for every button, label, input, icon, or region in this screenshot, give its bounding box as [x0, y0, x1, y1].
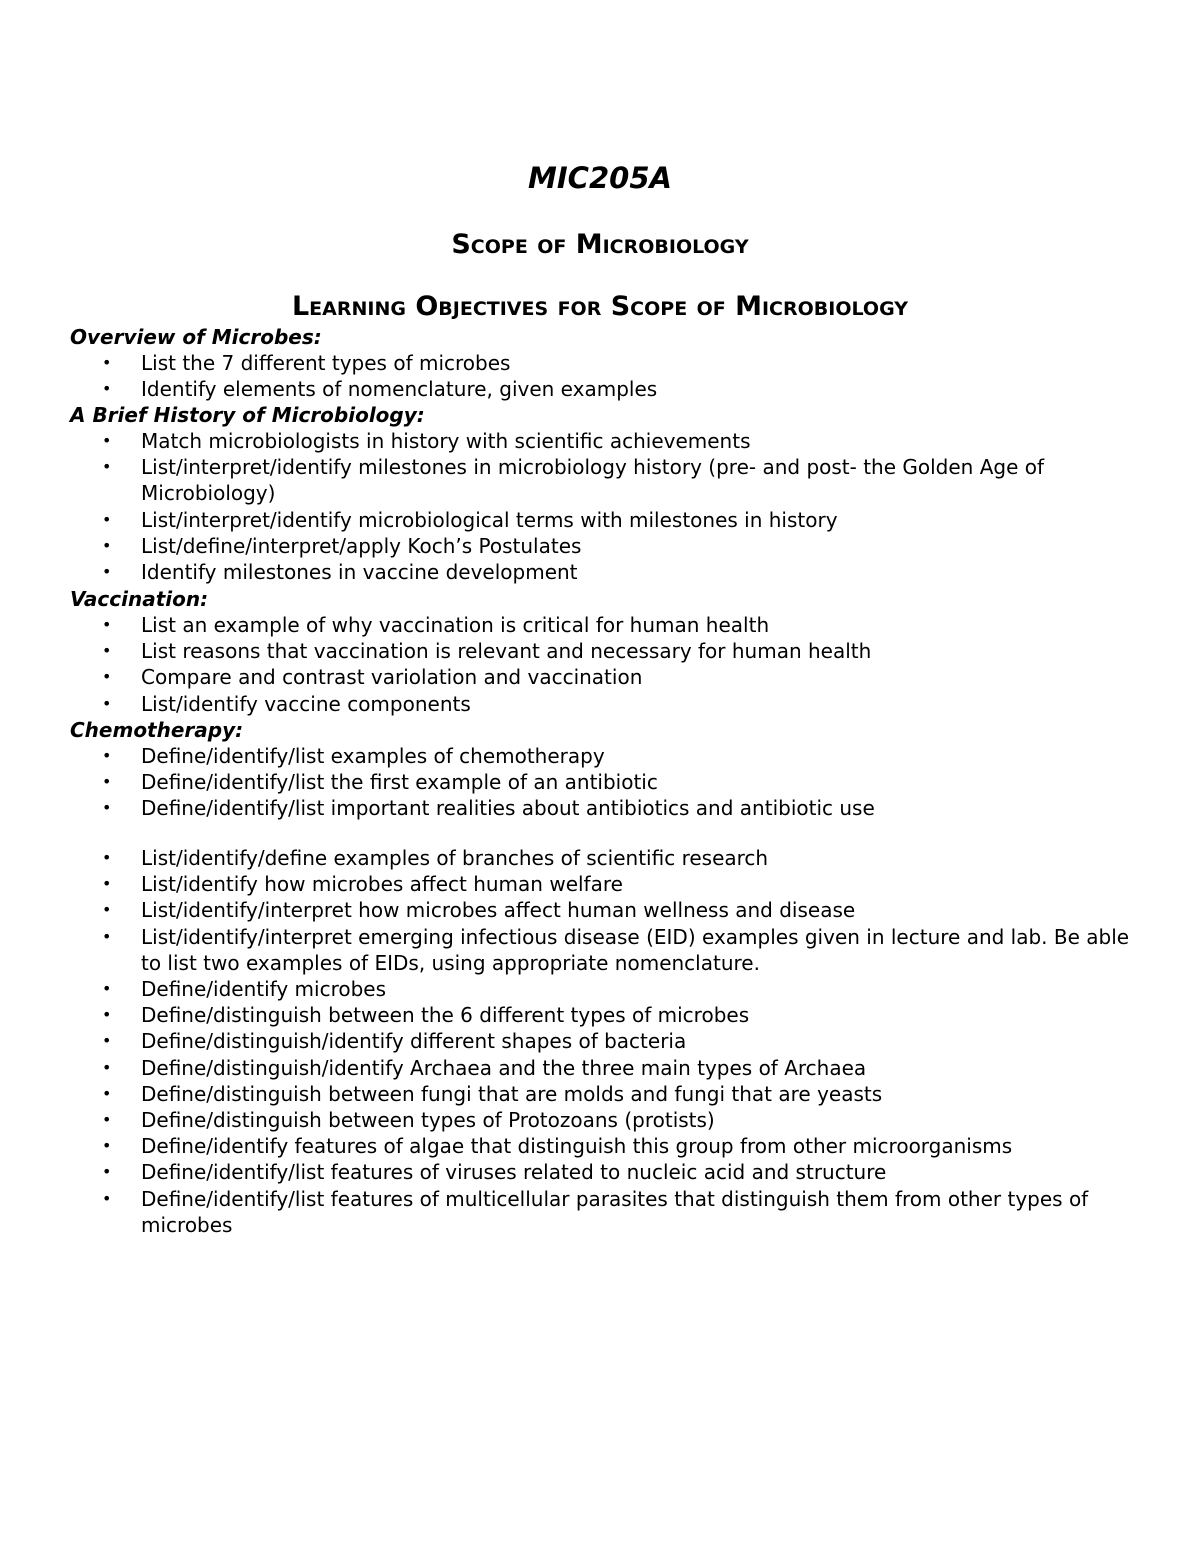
objective-text: List/identify how microbes affect human welfare: [141, 872, 623, 897]
bullet-icon: •: [102, 1136, 112, 1156]
bullet-icon: •: [102, 1005, 112, 1025]
objective-item: [70, 769, 1150, 795]
bullet-icon: •: [102, 926, 112, 946]
bullet-icon: •: [102, 641, 112, 661]
objective-text: Define/identify/list features of viruses related to nucleic acid and structure: [141, 1160, 887, 1185]
objective-text: Define/identify/list features of multicellular parasites that distinguish them from other types of microbes: [141, 1186, 1089, 1237]
objective-item: [70, 691, 1150, 717]
objective-text: List/interpret/identify milestones in microbiology history (pre- and post- the Golden Age of Microbiology): [141, 455, 1045, 506]
learning-objectives-title: Learning Objectives for Scope of Microbiology: [291, 291, 909, 322]
objective-text: List/identify vaccine components: [141, 691, 471, 716]
objective-item: [70, 507, 1150, 533]
objective-text: List reasons that vaccination is relevant and necessary for human health: [141, 639, 872, 664]
bullet-icon: •: [102, 874, 112, 894]
section-heading: A Brief History of Microbiology:: [70, 403, 425, 427]
bullet-icon: •: [102, 431, 112, 450]
section-history-of-microbiology: [70, 402, 1150, 585]
objective-item: [70, 1081, 1150, 1107]
objective-item: [70, 559, 1150, 585]
objective-text: List/define/interpret/apply Koch’s Postulates: [141, 533, 582, 558]
objective-item: [70, 1133, 1150, 1159]
objective-list: [70, 612, 1150, 717]
objective-text: Define/identify/list the first example of an antibiotic: [141, 770, 658, 795]
section-heading: Vaccination:: [70, 587, 209, 611]
bullet-icon: •: [102, 1083, 112, 1103]
bullet-icon: •: [102, 667, 112, 687]
bullet-icon: •: [102, 1110, 112, 1130]
objective-text: Identify elements of nomenclature, given examples: [141, 377, 658, 402]
objective-text: Define/distinguish between types of Protozoans (protists): [141, 1108, 715, 1133]
objective-item: [70, 1055, 1150, 1081]
objective-text: Define/distinguish/identify different shapes of bacteria: [141, 1029, 687, 1054]
objective-item: [70, 1028, 1150, 1054]
objective-text: Define/identify microbes: [141, 977, 387, 1002]
objective-text: List the 7 different types of microbes: [141, 351, 511, 375]
objective-text: Match microbiologists in history with scientific achievements: [141, 429, 751, 453]
section-heading: Overview of Microbes:: [70, 325, 322, 349]
bullet-icon: •: [102, 798, 112, 818]
objective-text: Define/distinguish/identify Archaea and the three main types of Archaea: [141, 1055, 867, 1080]
objective-text: List/interpret/identify microbiological terms with milestones in history: [141, 507, 838, 532]
bullet-icon: •: [102, 746, 112, 765]
section-heading: Chemotherapy:: [70, 718, 244, 742]
document-title: Scope of Microbiology: [451, 229, 749, 260]
section-chemotherapy: [70, 717, 1150, 822]
bullet-icon: •: [102, 1031, 112, 1051]
objective-item: [70, 871, 1150, 897]
bullet-icon: •: [102, 1162, 112, 1182]
section-overview-of-microbes: [70, 324, 1150, 402]
objective-text: List an example of why vaccination is critical for human health: [141, 613, 770, 637]
bullet-icon: •: [102, 772, 112, 792]
bullet-icon: •: [102, 615, 112, 634]
bullet-icon: •: [102, 1188, 112, 1208]
objective-item: [70, 845, 1150, 871]
objective-text: Define/distinguish between the 6 different types of microbes: [141, 1003, 750, 1028]
objective-list: [70, 350, 1150, 402]
objective-item: [70, 454, 1150, 506]
objective-item: [70, 1186, 1150, 1238]
objective-text: Define/identify features of algae that distinguish this group from other microorganisms: [141, 1134, 1013, 1159]
bullet-icon: •: [102, 457, 112, 477]
objective-item: [70, 428, 1150, 454]
objective-item: [70, 1107, 1150, 1133]
objective-list: [70, 743, 1150, 822]
objective-item: [70, 795, 1150, 821]
bullet-icon: •: [102, 562, 112, 582]
objective-item: [70, 1002, 1150, 1028]
bullet-icon: •: [102, 1057, 112, 1077]
course-code: MIC205A: [528, 161, 672, 195]
objective-list: [70, 428, 1150, 585]
objective-text: List/identify/define examples of branches of scientific research: [141, 846, 769, 870]
objective-item: [70, 976, 1150, 1002]
objective-item: [70, 350, 1150, 376]
bullet-icon: •: [102, 979, 112, 999]
bullet-icon: •: [102, 848, 112, 867]
objective-item: [70, 533, 1150, 559]
objective-text: Identify milestones in vaccine development: [141, 560, 578, 585]
objective-text: List/identify/interpret emerging infectious disease (EID) examples given in lecture and lab. Be able to list two examples of EIDs, using appropriate nomenclature.: [141, 924, 1130, 975]
objective-item: [70, 1159, 1150, 1185]
objective-item: [70, 897, 1150, 923]
objective-item: [70, 612, 1150, 638]
objective-item: [70, 743, 1150, 769]
objective-item: [70, 664, 1150, 690]
objective-text: Compare and contrast variolation and vaccination: [141, 665, 643, 690]
bullet-icon: •: [102, 353, 112, 372]
bullet-icon: •: [102, 900, 112, 920]
bullet-icon: •: [102, 693, 112, 713]
objective-list: [70, 845, 1150, 1238]
objective-item: [70, 638, 1150, 664]
bullet-icon: •: [102, 509, 112, 529]
objective-item: [70, 376, 1150, 402]
bullet-icon: •: [102, 379, 112, 399]
bullet-icon: •: [102, 535, 112, 555]
objective-text: Define/identify/list examples of chemotherapy: [141, 744, 605, 768]
section-vaccination: [70, 586, 1150, 717]
objective-text: List/identify/interpret how microbes affect human wellness and disease: [141, 898, 856, 923]
objective-text: Define/identify/list important realities about antibiotics and antibiotic use: [141, 796, 875, 821]
objective-text: Define/distinguish between fungi that are molds and fungi that are yeasts: [141, 1081, 883, 1106]
objective-item: [70, 924, 1150, 976]
section-general-objectives: [70, 845, 1150, 1238]
